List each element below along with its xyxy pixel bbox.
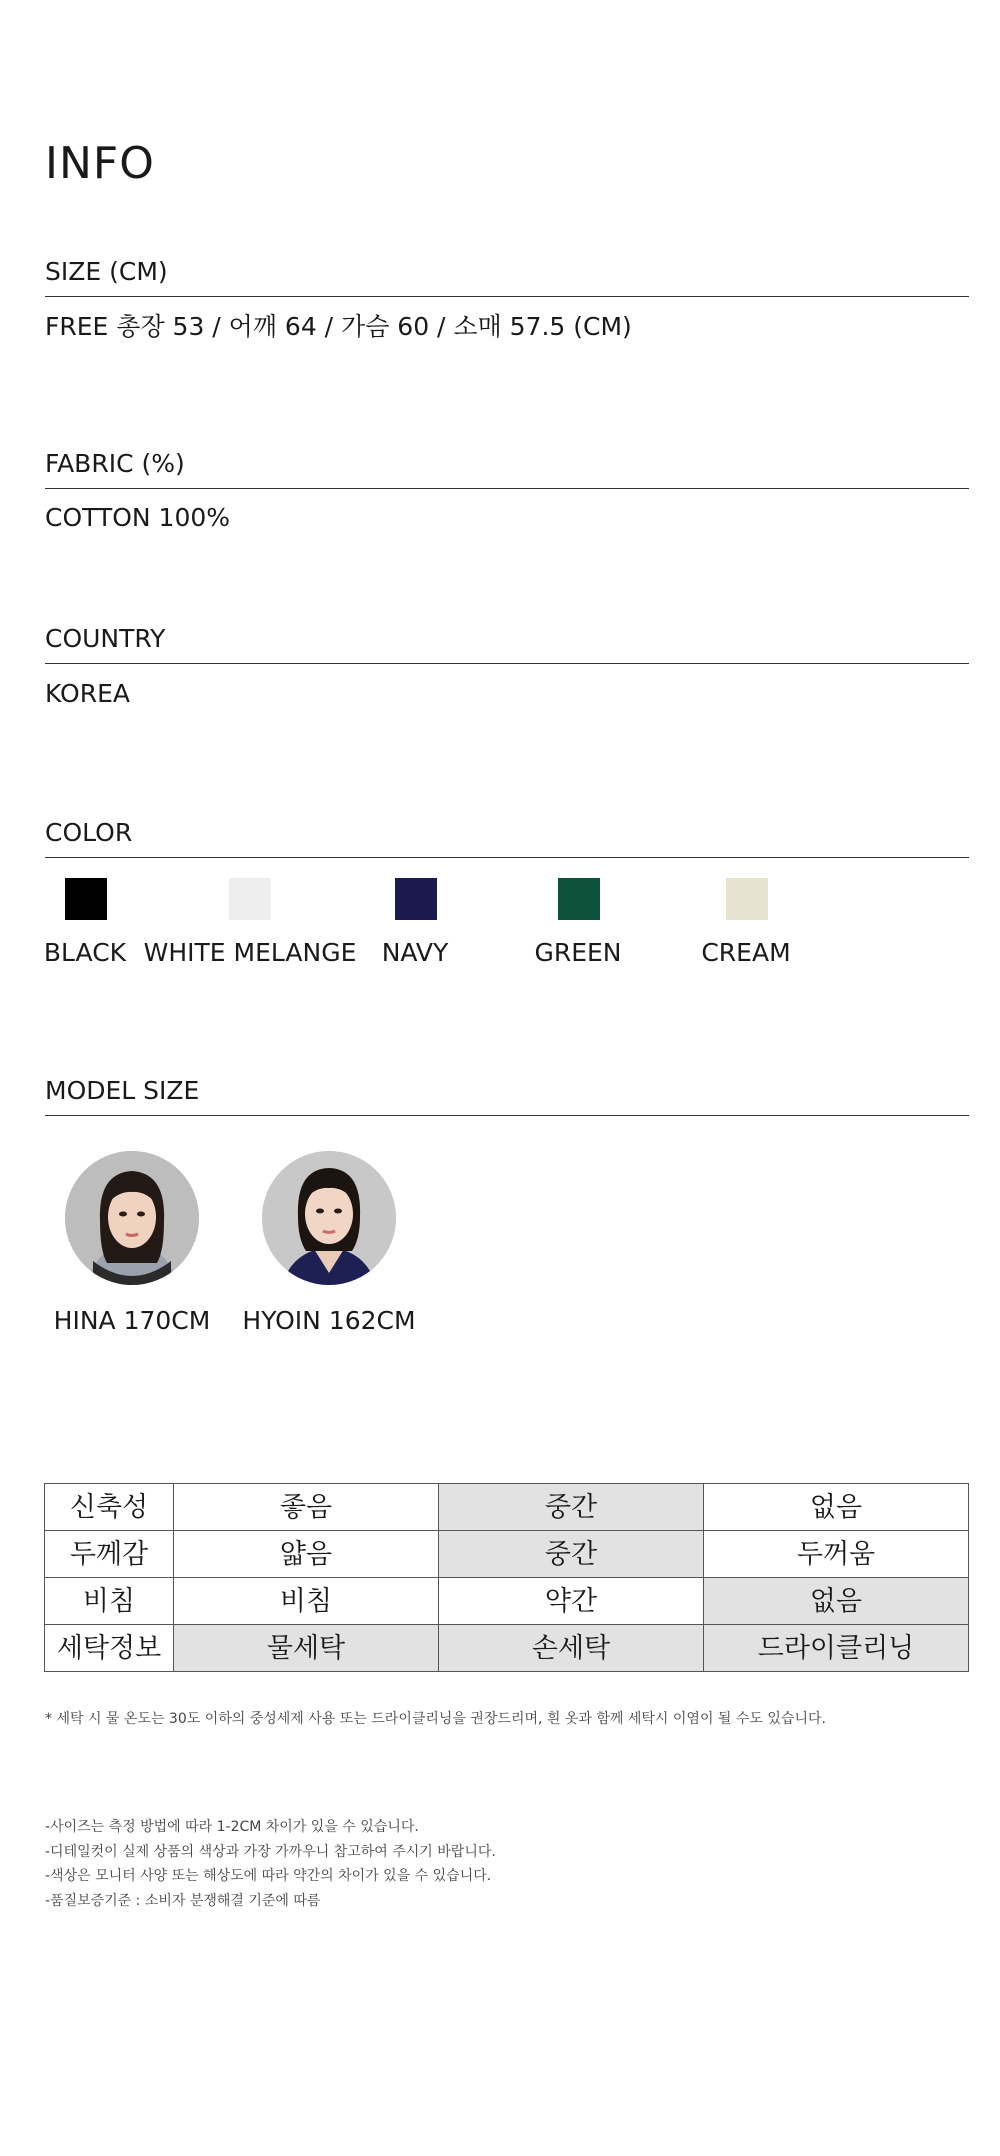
country-value: KOREA: [45, 679, 130, 708]
country-divider: [45, 663, 969, 664]
size-value: FREE 총장 53 / 어깨 64 / 가슴 60 / 소매 57.5 (CM): [45, 312, 632, 341]
color-label-navy: NAVY: [381, 938, 449, 967]
spec-label-sheerness: 비침: [45, 1578, 174, 1625]
spec-cell-selected: 손세탁: [439, 1625, 704, 1672]
spec-row-washing: [45, 1625, 969, 1672]
notice-line-2: -디테일컷이 실제 상품의 색상과 가장 가까우니 참고하여 주시기 바랍니다.: [45, 1844, 496, 1860]
spec-cell-selected: 없음: [704, 1578, 969, 1625]
model-size-heading: MODEL SIZE: [45, 1076, 200, 1105]
notice-line-4: -품질보증기준 : 소비자 분쟁해결 기준에 따름: [45, 1893, 321, 1909]
swatch-cream: [726, 878, 768, 920]
spec-label-washing: 세탁정보: [45, 1625, 174, 1672]
color-divider: [45, 857, 969, 858]
spec-row-thickness: [45, 1531, 969, 1578]
color-label-black: BLACK: [43, 938, 127, 967]
model-hyoin-photo: [262, 1151, 396, 1285]
page-title: INFO: [45, 138, 155, 189]
spec-cell-selected: 중간: [439, 1531, 704, 1578]
color-heading: COLOR: [45, 818, 133, 847]
spec-cell: 두꺼움: [704, 1531, 969, 1578]
model-size-divider: [45, 1115, 969, 1116]
fabric-value: COTTON 100%: [45, 503, 231, 532]
spec-row-sheerness: [45, 1578, 969, 1625]
spec-cell: 좋음: [174, 1484, 439, 1531]
fabric-heading: FABRIC (%): [45, 449, 185, 478]
spec-cell: 얇음: [174, 1531, 439, 1578]
spec-cell-selected: 물세탁: [174, 1625, 439, 1672]
swatch-navy: [395, 878, 437, 920]
wash-note: * 세탁 시 물 온도는 30도 이하의 중성세제 사용 또는 드라이클리닝을 권장드리며, 흰 옷과 함께 세탁시 이염이 될 수도 있습니다.: [45, 1711, 826, 1727]
model-hina-label: HINA 170CM: [53, 1306, 211, 1335]
model-hina-photo: [65, 1151, 199, 1285]
spec-label-stretch: 신축성: [45, 1484, 174, 1531]
spec-cell-selected: 중간: [439, 1484, 704, 1531]
fabric-divider: [45, 488, 969, 489]
swatch-green: [558, 878, 600, 920]
size-divider: [45, 296, 969, 297]
spec-table: [44, 1483, 969, 1672]
swatch-white-melange: [229, 878, 271, 920]
spec-cell-selected: 드라이클리닝: [704, 1625, 969, 1672]
spec-label-thickness: 두께감: [45, 1531, 174, 1578]
spec-row-stretch: [45, 1484, 969, 1531]
notice-line-1: -사이즈는 측정 방법에 따라 1-2CM 차이가 있을 수 있습니다.: [45, 1819, 419, 1835]
country-heading: COUNTRY: [45, 624, 166, 653]
color-label-green: GREEN: [534, 938, 622, 967]
spec-cell: 비침: [174, 1578, 439, 1625]
swatch-black: [65, 878, 107, 920]
color-label-white-melange: WHITE MELANGE: [143, 938, 357, 967]
color-label-cream: CREAM: [701, 938, 791, 967]
notice-line-3: -색상은 모니터 사양 또는 해상도에 따라 약간의 차이가 있을 수 있습니다.: [45, 1868, 492, 1884]
size-heading: SIZE (CM): [45, 257, 168, 286]
model-hyoin-label: HYOIN 162CM: [242, 1306, 416, 1335]
spec-cell: 없음: [704, 1484, 969, 1531]
spec-cell: 약간: [439, 1578, 704, 1625]
